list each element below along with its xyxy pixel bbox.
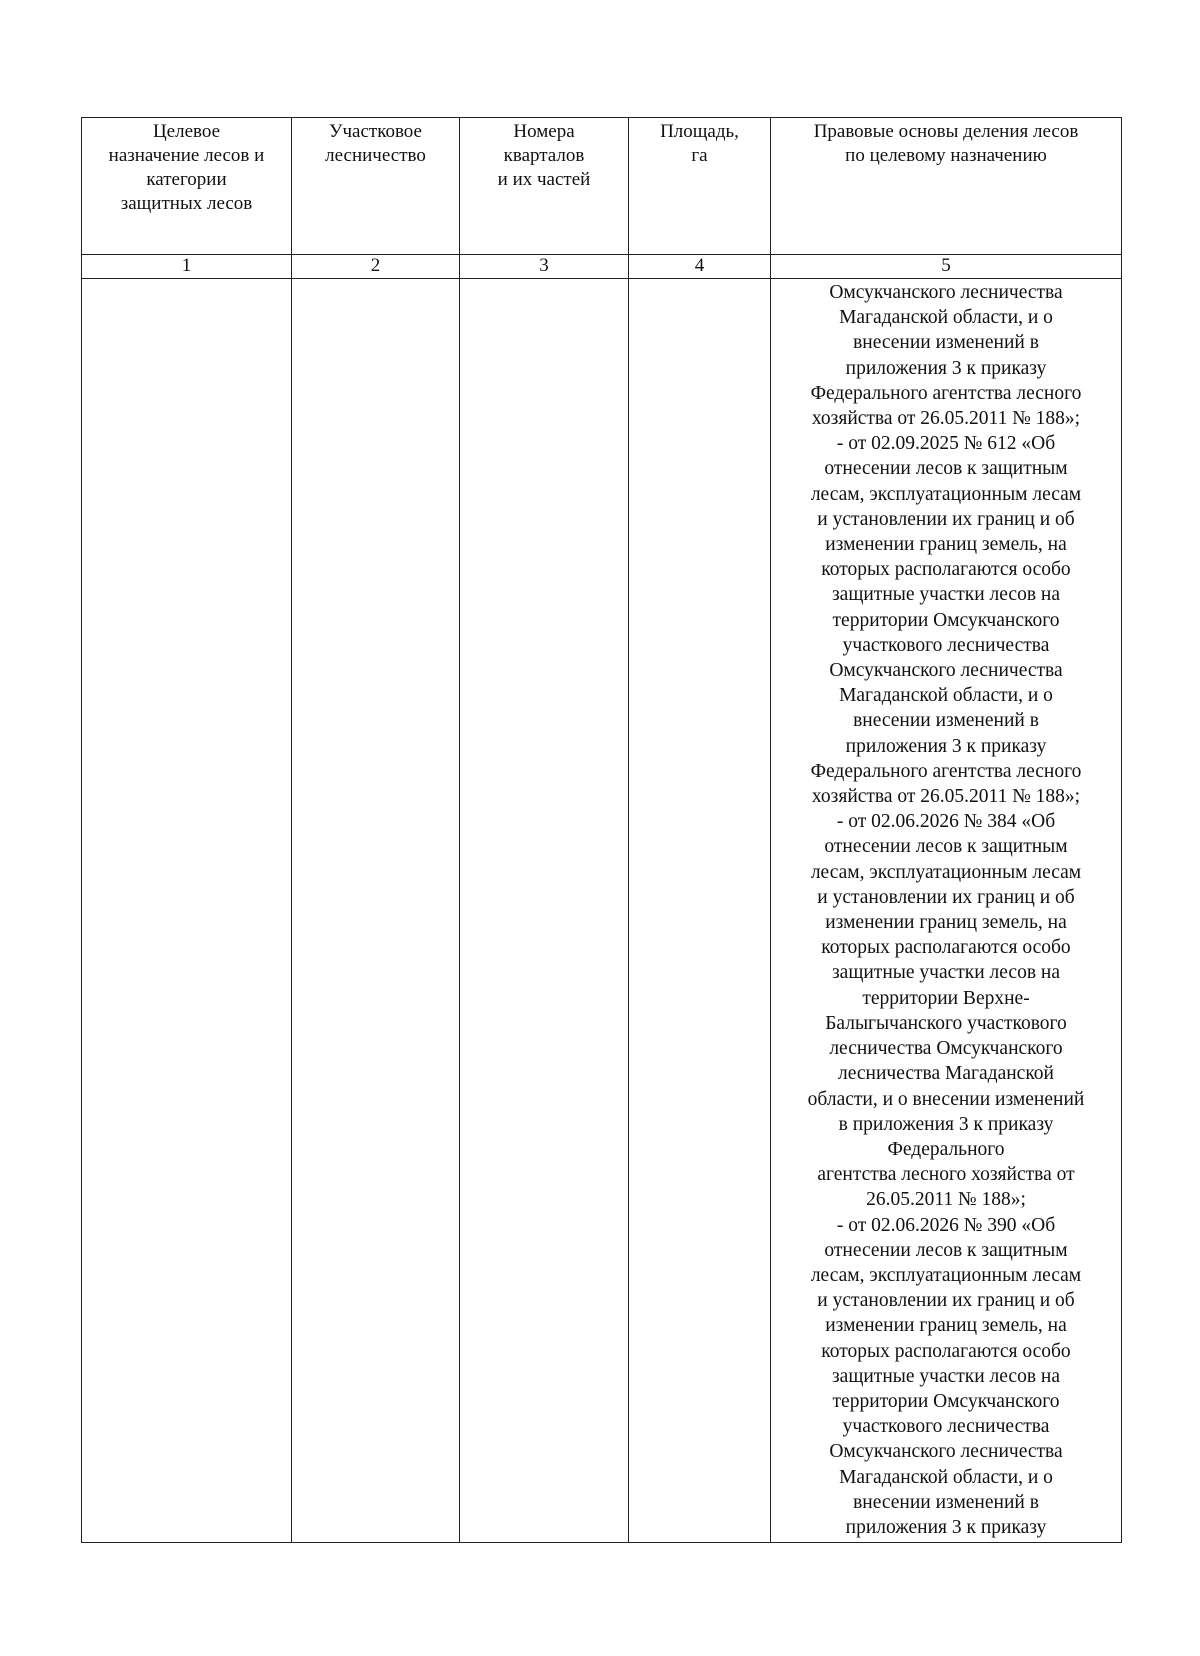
header-line: лесничество [325,145,426,166]
legal-basis-line: - от 02.06.2026 № 384 «Об [836,811,1056,833]
legal-basis-line: - от 02.09.2025 № 612 «Об [836,433,1056,455]
header-purpose [82,118,292,255]
legal-basis-line: лесам, эксплуатационным лесам [810,1264,1082,1286]
header-area [629,118,771,255]
legal-basis-line: территории Верхне- [862,987,1030,1009]
legal-basis-line: изменении границ земель, на [825,912,1067,934]
legal-basis-line: и установлении их границ и об [817,508,1075,530]
legal-basis-line: лесничества Магаданской [838,1063,1054,1085]
legal-basis-line: в приложения 3 к приказу [838,1113,1054,1135]
column-number: 2 [292,255,460,279]
legal-basis-line: и установлении их границ и об [817,1290,1075,1312]
legal-basis-line: Омсукчанского лесничества [829,282,1063,303]
column-number: 5 [771,255,1122,279]
header-legal-basis [771,118,1122,255]
header-line: Целевое [152,121,221,142]
header-district-forestry [292,118,460,255]
column-number: 4 [629,255,771,279]
legal-basis-line: Магаданской области, и о [839,685,1053,707]
legal-basis-line: которых располагаются особо [821,559,1071,581]
legal-basis-line: приложения 3 к приказу [845,735,1047,757]
legal-basis-line: Магаданской области, и о [839,1466,1053,1488]
legal-basis-line: Омсукчанского лесничества [829,660,1063,682]
legal-basis-line: хозяйства от 26.05.2011 № 188»; [811,408,1081,430]
legal-basis-line: отнесении лесов к защитным [824,458,1068,480]
legal-basis-line: которых располагаются особо [821,937,1071,959]
cell-quarter-numbers [460,279,629,1543]
header-line: и их частей [497,169,591,190]
legal-basis-line: хозяйства от 26.05.2011 № 188»; [811,786,1081,808]
legal-basis-line: лесничества Омсукчанского [829,1038,1063,1060]
cell-district-forestry [292,279,460,1543]
header-line: Участковое [329,121,422,142]
legal-basis-line: Омсукчанского лесничества [829,1441,1063,1463]
legal-basis-line: агентства лесного хозяйства от [817,1164,1075,1186]
header-line: по целевому назначению [845,145,1047,166]
legal-basis-line: защитные участки лесов на [831,962,1061,984]
legal-basis-line: внесении изменений в [853,1491,1039,1513]
header-line: кварталов [503,145,585,166]
header-line: Номера [513,121,575,142]
legal-basis-line: 26.05.2011 № 188»; [866,1189,1026,1211]
legal-basis-line: отнесении лесов к защитным [824,1239,1068,1261]
legal-basis-line: территории Омсукчанского [832,1390,1060,1412]
column-number-row [82,255,1122,279]
legal-basis-line: Балыгычанского участкового [825,1012,1067,1034]
cell-purpose [82,279,292,1543]
legal-basis-line: приложения 3 к приказу [845,1516,1047,1538]
legal-basis-line: Федерального [887,1138,1005,1160]
header-line: Правовые основы деления лесов [813,121,1079,142]
legal-basis-line: изменении границ земель, на [825,1315,1067,1337]
legal-basis-line: внесении изменений в [853,710,1039,732]
legal-basis-line: Федерального агентства лесного [810,760,1082,782]
legal-basis-line: территории Омсукчанского [832,609,1060,631]
legal-basis-line: отнесении лесов к защитным [824,836,1068,858]
header-line: га [691,145,708,166]
header-line: категории [146,169,227,190]
header-line: Площадь, [660,121,739,142]
cell-legal-basis [771,279,1122,1543]
legal-basis-line: области, и о внесении изменений [807,1088,1085,1110]
legal-basis-line: внесении изменений в [853,332,1039,354]
table-row [82,279,1122,1543]
legal-basis-line: и установлении их границ и об [817,886,1075,908]
legal-basis-line: лесам, эксплуатационным лесам [810,483,1082,505]
legal-basis-line: Магаданской области, и о [839,307,1053,329]
header-line: защитных лесов [120,193,253,214]
header-row [82,118,1122,255]
legal-basis-line: лесам, эксплуатационным лесам [810,861,1082,883]
legal-basis-line: приложения 3 к приказу [845,357,1047,379]
legal-basis-line: которых располагаются особо [821,1340,1071,1362]
column-number: 3 [460,255,629,279]
header-line: назначение лесов и [108,145,265,166]
legal-basis-line: изменении границ земель, на [825,534,1067,556]
legal-basis-line: защитные участки лесов на [831,1365,1061,1387]
cell-area [629,279,771,1543]
legal-basis-line: участкового лесничества [842,634,1050,656]
legal-basis-line: защитные участки лесов на [831,584,1061,606]
legal-basis-line: - от 02.06.2026 № 390 «Об [836,1214,1056,1236]
header-quarter-numbers [460,118,629,255]
legal-basis-table [81,117,1122,1543]
column-number: 1 [82,255,292,279]
legal-basis-line: участкового лесничества [842,1416,1050,1438]
legal-basis-line: Федерального агентства лесного [810,382,1082,404]
